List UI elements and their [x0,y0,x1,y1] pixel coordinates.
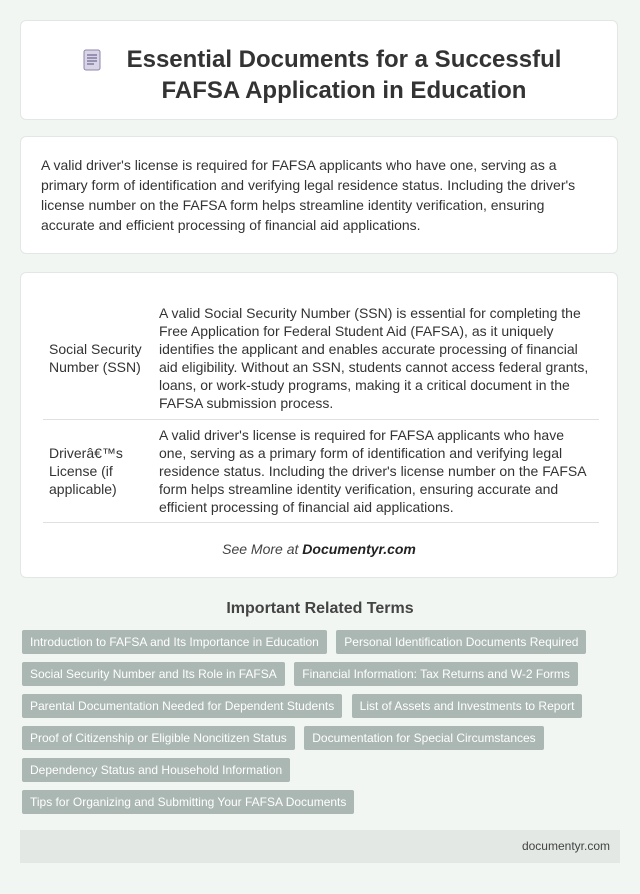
footer-link[interactable]: documentyr.com [521,839,610,853]
tag-dependency-status[interactable]: Dependency Status and Household Information [22,758,290,782]
tag-parental-documentation[interactable]: Parental Documentation Needed for Dependent Students [22,694,342,718]
intro-card [20,136,618,254]
tag-citizenship-proof[interactable]: Proof of Citizenship or Eligible Noncitizen Status [22,726,295,750]
tag-fafsa-introduction[interactable]: Introduction to FAFSA and Its Importance in Education [22,630,327,654]
footer [20,830,620,863]
table-row [43,297,599,420]
related-tags [22,630,612,822]
row-label: Social Security Number (SSN) [43,297,153,420]
row-label: Driverâ€™s License (if applicable) [43,420,153,523]
see-more-prefix: See More at [222,541,303,557]
tag-organizing-tips[interactable]: Tips for Organizing and Submitting Your FAFSA Documents [22,790,354,814]
tag-special-circumstances[interactable]: Documentation for Special Circumstances [304,726,543,750]
header-card [20,20,618,120]
see-more-link[interactable]: Documentyr.com [302,541,416,557]
related-terms-title: Important Related Terms [226,600,414,617]
see-more [21,541,617,557]
row-description: A valid Social Security Number (SSN) is essential for completing the Free Application for Federal Student Aid (FAFSA), as it uniquely identifies the applicant and enables accurate processing of financial aid eligibility. Without an SSN, students cannot access federal grants, loans, or work-study programs, making it a critical document in the FAFSA submission process. [153,297,599,420]
row-description: A valid driver's license is required for FAFSA applicants who have one, serving as a primary form of identification and verifying legal residence status. Including the driver's license number on the FAFSA form helps streamline identity verification, ensuring accurate and efficient processing of financial aid applications. [153,420,599,523]
tag-personal-identification[interactable]: Personal Identification Documents Required [336,630,586,654]
tag-financial-information[interactable]: Financial Information: Tax Returns and W-2 Forms [294,662,578,686]
documents-table-card [20,272,618,578]
tag-assets-investments[interactable]: List of Assets and Investments to Report [352,694,583,718]
table-row [43,420,599,523]
intro-text: A valid driver's license is required for FAFSA applicants who have one, serving as a primary form of identification and verifying legal residence status. Including the driver's license number on the FAFSA form helps streamline identity verification, ensuring accurate and efficient processing of financial aid applications. [41,157,576,233]
page-title: Essential Documents for a Successful FAFSA Application in Education [126,46,562,104]
tag-ssn-role[interactable]: Social Security Number and Its Role in FAFSA [22,662,285,686]
documents-table [43,297,599,523]
